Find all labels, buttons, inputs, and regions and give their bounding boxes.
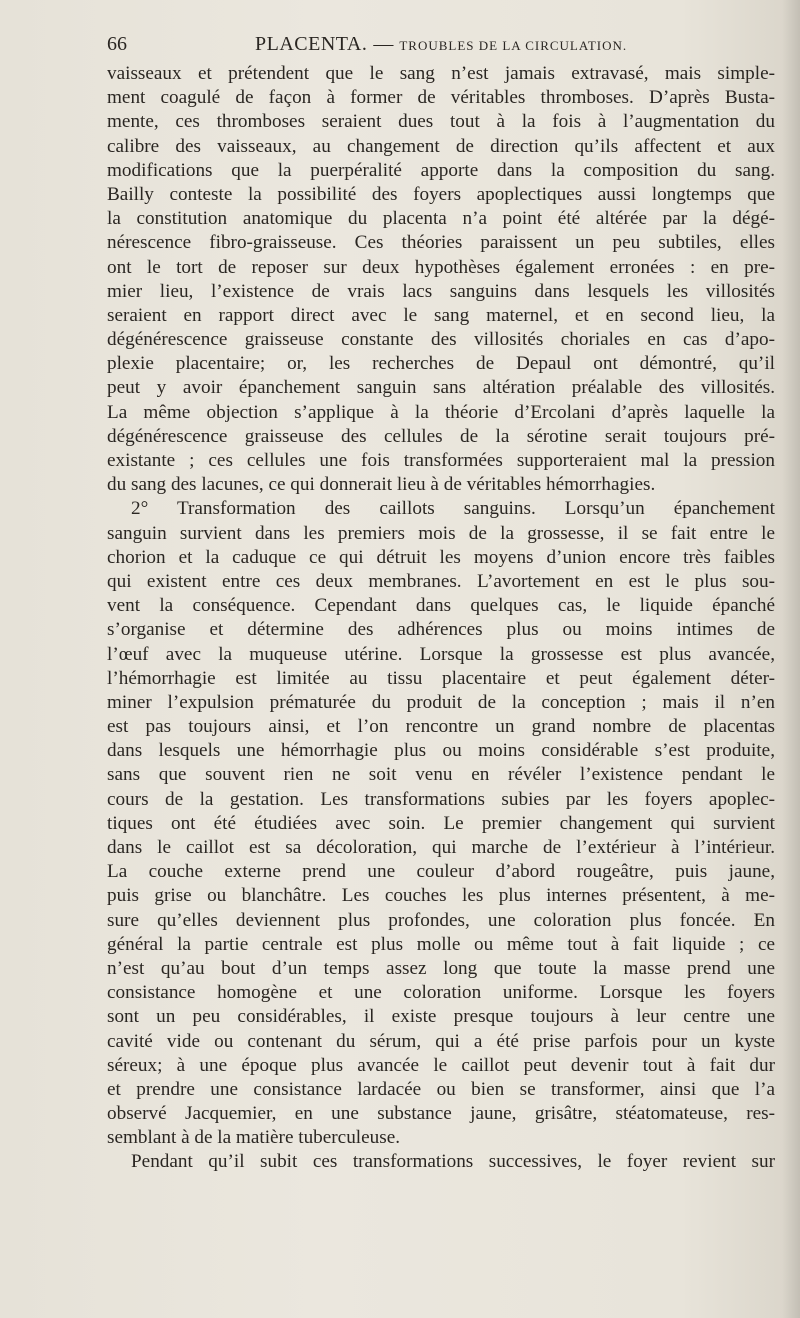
text-line: dans lesquels une hémorrhagie plus ou moins considérable s’est produite, [107,740,775,762]
text-line: modifications que la puerpéralité apporte dans la composition du sang. [107,159,775,181]
text-line: ment coagulé de façon à former de véritables thromboses. D’après Busta- [107,87,775,109]
text-line: mier lieu, l’existence de vrais lacs sanguins dans lesquels les villosités [107,280,775,302]
section-heading-line: 2° Transformation des caillots sanguins. Lorsqu’un épanchement [131,498,775,520]
text-line: sure qu’elles deviennent plus profondes, une coloration plus foncée. En [107,909,775,931]
body-text [107,62,775,1175]
text-line: vaisseaux et prétendent que le sang n’est jamais extravasé, mais simple- [107,63,775,84]
text-line: puis grise ou blanchâtre. Les couches les plus internes présentent, à me- [107,885,775,907]
running-head-title: PLACENTA. [255,33,368,55]
text-line: cours de la gestation. Les transformations subies par les foyers apoplec- [107,788,775,810]
text-line: la constitution anatomique du placenta n’a point été altérée par la dégé- [107,208,775,230]
text-line: général la partie centrale est plus molle ou même tout à fait liquide ; ce [107,933,775,955]
text-line: seraient en rapport direct avec le sang maternel, et en second lieu, la [107,304,775,326]
text-line: peut y avoir épanchement sanguin sans altération préalable des villosités. [107,377,775,399]
text-line: miner l’expulsion prématurée du produit de la conception ; mais il n’en [107,691,775,713]
running-head-separator: — [373,33,394,55]
text-line: sont un peu considérables, il existe presque toujours à leur centre une [107,1006,775,1028]
text-line: Pendant qu’il subit ces transformations successives, le foyer revient sur [131,1151,775,1173]
text-line: La même objection s’applique à la théorie d’Ercolani d’après laquelle la [107,401,775,423]
text-line: consistance homogène et une coloration uniforme. Lorsque les foyers [107,982,775,1004]
text-line: nérescence fibro-graisseuse. Ces théories paraissent un peu subtiles, elles [107,232,775,254]
text-line: semblant à de la matière tuberculeuse. [107,1127,401,1149]
text-line: et prendre une consistance lardacée ou bien se transformer, ainsi que l’a [107,1078,775,1100]
running-head [255,30,627,60]
text-line: Bailly conteste la possibilité des foyers apoplectiques aussi longtemps que [107,183,775,205]
text-line: sans que souvent rien ne soit venu en révéler l’existence pendant le [107,764,775,786]
running-head-subtitle: TROUBLES DE LA CIRCULATION. [399,38,628,53]
text-line: s’organise et détermine des adhérences plus ou moins intimes de [107,619,775,641]
text-line: mente, ces thromboses seraient dues tout à la fois à l’augmentation du [107,111,775,133]
page-number: 66 [107,33,127,55]
page-header [107,30,775,58]
text-line: cavité vide ou contenant du sérum, qui a été prise parfois pour un kyste [107,1030,775,1052]
text-line: sanguin survient dans les premiers mois de la grossesse, il se fait entre le [107,522,775,544]
text-line: dégénérescence graisseuse constante des villosités choriales en cas d’apo- [107,329,775,351]
text-line: observé Jacquemier, en une substance jaune, grisâtre, stéatomateuse, res- [107,1103,775,1125]
text-line: chorion et la caduque ce qui détruit les moyens d’union encore très faibles [107,546,775,568]
text-line: dans le caillot est sa décoloration, qui marche de l’extérieur à l’intérieur. [107,837,775,858]
text-line: est pas toujours ainsi, et l’on rencontre un grand nombre de placentas [107,716,775,738]
text-line: vent la conséquence. Cependant dans quelques cas, le liquide épanché [107,595,775,617]
text-line: existante ; ces cellules une fois transformées supporteraient mal la pression [107,450,775,471]
text-line: La couche externe prend une couleur d’abord rougeâtre, puis jaune, [107,861,775,883]
page-edge-shadow [782,0,800,1318]
text-line: plexie placentaire; or, les recherches de Depaul ont démontré, qu’il [107,353,775,375]
text-line: l’œuf avec la muqueuse utérine. Lorsque la grossesse est plus avancée, [107,643,775,665]
text-line: calibre des vaisseaux, au changement de direction qu’ils affectent et aux [107,135,775,157]
text-line: qui existent entre ces deux membranes. L’avortement en est le plus sou- [107,570,775,592]
text-line: tiques ont été étudiées avec soin. Le premier changement qui survient [107,812,775,834]
text-line: du sang des lacunes, ce qui donnerait lieu à de véritables hémorrhagies. [107,474,656,496]
text-line: dégénérescence graisseuse des cellules de la sérotine serait toujours pré- [107,425,775,447]
text-line: n’est qu’au bout d’un temps assez long que toute la masse prend une [107,957,775,979]
text-line: l’hémorrhagie est limitée au tissu placentaire et peut également déter- [107,667,775,689]
text-line: ont le tort de reposer sur deux hypothèses également erronées : en pre- [107,256,775,278]
text-line: séreux; à une époque plus avancée le caillot peut devenir tout à fait dur [107,1054,775,1076]
